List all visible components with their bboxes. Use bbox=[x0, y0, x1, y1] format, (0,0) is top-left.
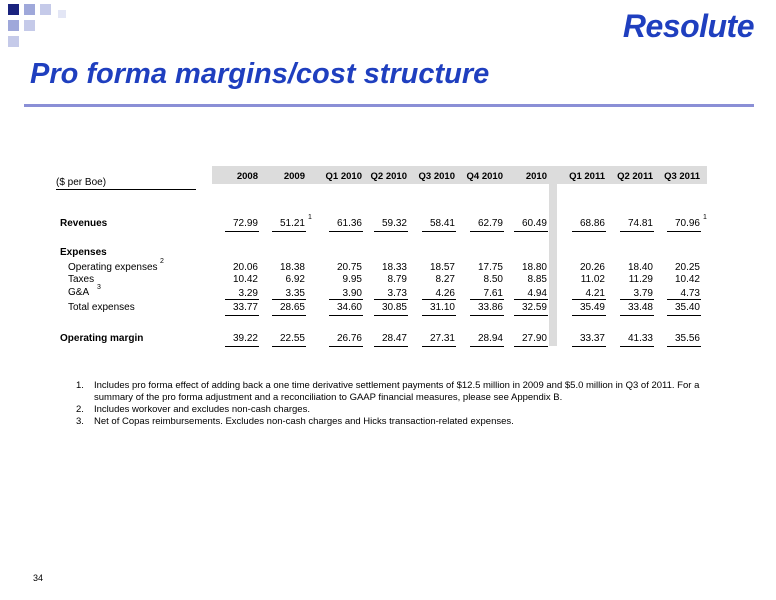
table-cell: 41.33 bbox=[627, 333, 653, 344]
revenues-underline bbox=[225, 231, 259, 232]
total-underline bbox=[572, 315, 606, 316]
table-cell: 4.26 bbox=[435, 288, 455, 299]
table-cell: 35.56 bbox=[674, 333, 700, 344]
table-cell: 4.73 bbox=[680, 288, 700, 299]
table-cell: 8.50 bbox=[483, 274, 503, 285]
ga-underline bbox=[620, 299, 654, 300]
footnote-marker: 1 bbox=[703, 214, 707, 221]
table-cell: 3.29 bbox=[238, 288, 258, 299]
table-cell: 72.99 bbox=[232, 218, 258, 229]
table-cell: 33.48 bbox=[627, 302, 653, 313]
margin-underline bbox=[374, 346, 408, 347]
table-cell: 18.57 bbox=[429, 262, 455, 273]
footnote-marker: 3 bbox=[97, 284, 101, 291]
column-header: Q3 2011 bbox=[664, 171, 700, 182]
footnote-marker: 1 bbox=[308, 214, 312, 221]
section-header: Expenses bbox=[60, 247, 107, 258]
footnote-3: 3. Net of Copas reimbursements. Excludes non-cash charges and Hicks transaction-related expenses. bbox=[76, 416, 514, 427]
revenues-underline bbox=[514, 231, 548, 232]
total-underline bbox=[422, 315, 456, 316]
table-cell: 9.95 bbox=[342, 274, 362, 285]
table-cell: 33.37 bbox=[579, 333, 605, 344]
table-cell: 10.42 bbox=[232, 274, 258, 285]
ga-underline bbox=[572, 299, 606, 300]
margin-underline bbox=[272, 346, 306, 347]
unit-label: ($ per Boe) bbox=[56, 177, 107, 188]
table-cell: 3.79 bbox=[633, 288, 653, 299]
column-header: Q1 2010 bbox=[325, 171, 362, 182]
footnote-2: 2. Includes workover and excludes non-cash charges. bbox=[76, 404, 310, 415]
column-header: 2008 bbox=[236, 171, 258, 182]
table-cell: 8.85 bbox=[527, 274, 547, 285]
table-cell: 70.96 bbox=[674, 218, 700, 229]
column-header: 2010 bbox=[525, 171, 547, 182]
footnote-marker: 2 bbox=[160, 258, 164, 265]
table-cell: 3.90 bbox=[342, 288, 362, 299]
margin-underline bbox=[225, 346, 259, 347]
table-cell: 20.25 bbox=[674, 262, 700, 273]
margin-underline bbox=[329, 346, 363, 347]
column-header: Q2 2011 bbox=[617, 171, 653, 182]
company-logo: Resolute bbox=[622, 8, 754, 44]
margin-underline bbox=[667, 346, 701, 347]
total-underline bbox=[374, 315, 408, 316]
row-label: Operating expenses bbox=[68, 262, 158, 273]
row-label: Revenues bbox=[60, 218, 108, 229]
table-cell: 35.49 bbox=[579, 302, 605, 313]
row-label: Total expenses bbox=[68, 302, 135, 313]
column-header: Q4 2010 bbox=[466, 171, 503, 182]
ga-underline bbox=[422, 299, 456, 300]
ga-underline bbox=[272, 299, 306, 300]
table-cell: 18.40 bbox=[627, 262, 653, 273]
table-cell: 74.81 bbox=[627, 218, 653, 229]
margin-underline bbox=[514, 346, 548, 347]
table-cell: 61.36 bbox=[336, 218, 362, 229]
total-underline bbox=[514, 315, 548, 316]
margin-underline bbox=[572, 346, 606, 347]
table-cell: 58.41 bbox=[429, 218, 455, 229]
total-underline bbox=[667, 315, 701, 316]
table-cell: 18.80 bbox=[521, 262, 547, 273]
table-cell: 20.75 bbox=[336, 262, 362, 273]
table-cell: 68.86 bbox=[579, 218, 605, 229]
revenues-underline bbox=[470, 231, 504, 232]
page-number: 34 bbox=[33, 573, 44, 583]
row-label: Taxes bbox=[68, 274, 95, 285]
table-cell: 8.27 bbox=[435, 274, 455, 285]
table-cell: 7.61 bbox=[483, 288, 503, 299]
table-cell: 26.76 bbox=[336, 333, 362, 344]
table-cell: 20.26 bbox=[579, 262, 605, 273]
table-cell: 20.06 bbox=[232, 262, 258, 273]
ga-underline bbox=[470, 299, 504, 300]
ga-underline bbox=[225, 299, 259, 300]
table-cell: 28.94 bbox=[477, 333, 503, 344]
page-title: Pro forma margins/cost structure bbox=[30, 58, 490, 90]
margin-underline bbox=[470, 346, 504, 347]
ga-underline bbox=[329, 299, 363, 300]
total-underline bbox=[470, 315, 504, 316]
table-cell: 62.79 bbox=[477, 218, 503, 229]
table-cell: 6.92 bbox=[285, 274, 305, 285]
table-cell: 30.85 bbox=[381, 302, 407, 313]
table-cell: 17.75 bbox=[477, 262, 503, 273]
table-cell: 18.33 bbox=[381, 262, 407, 273]
table-cell: 33.86 bbox=[477, 302, 503, 313]
table-cell: 60.49 bbox=[521, 218, 547, 229]
column-separator bbox=[549, 166, 557, 346]
total-underline bbox=[225, 315, 259, 316]
ga-underline bbox=[667, 299, 701, 300]
table-cell: 28.65 bbox=[279, 302, 305, 313]
table-cell: 10.42 bbox=[674, 274, 700, 285]
column-header: Q1 2011 bbox=[569, 171, 605, 182]
column-header: 2009 bbox=[283, 171, 305, 182]
table-cell: 31.10 bbox=[429, 302, 455, 313]
table-cell: 11.02 bbox=[580, 274, 605, 285]
revenues-underline bbox=[272, 231, 306, 232]
table-cell: 4.21 bbox=[585, 288, 605, 299]
unit-label-underline bbox=[56, 189, 196, 190]
revenues-underline bbox=[329, 231, 363, 232]
table-cell: 4.94 bbox=[527, 288, 547, 299]
table-cell: 35.40 bbox=[674, 302, 700, 313]
total-underline bbox=[620, 315, 654, 316]
revenues-underline bbox=[422, 231, 456, 232]
table-cell: 33.77 bbox=[232, 302, 258, 313]
column-header: Q3 2010 bbox=[418, 171, 455, 182]
table-cell: 11.29 bbox=[628, 274, 653, 285]
table-cell: 22.55 bbox=[279, 333, 305, 344]
row-label: G&A bbox=[68, 287, 90, 298]
total-underline bbox=[272, 315, 306, 316]
table-cell: 18.38 bbox=[279, 262, 305, 273]
table-cell: 27.90 bbox=[521, 333, 547, 344]
table-cell: 32.59 bbox=[521, 302, 547, 313]
column-header: Q2 2010 bbox=[370, 171, 407, 182]
margin-underline bbox=[422, 346, 456, 347]
table-cell: 51.21 bbox=[279, 218, 305, 229]
table-cell: 59.32 bbox=[381, 218, 407, 229]
revenues-underline bbox=[374, 231, 408, 232]
title-rule bbox=[24, 104, 754, 107]
table-cell: 34.60 bbox=[336, 302, 362, 313]
revenues-underline bbox=[667, 231, 701, 232]
table-cell: 3.73 bbox=[387, 288, 407, 299]
ga-underline bbox=[514, 299, 548, 300]
footnote-1: 1. Includes pro forma effect of adding back a one time derivative settlement payments of $12.5 million in 2009 and $5.0 million in Q3 of 2011. For a summary of the pro forma adjustment and a reconciliation to GAAP financial measures, please see Appendix B. bbox=[76, 380, 700, 403]
total-underline bbox=[329, 315, 363, 316]
revenues-underline bbox=[620, 231, 654, 232]
table-cell: 27.31 bbox=[429, 333, 455, 344]
ga-underline bbox=[374, 299, 408, 300]
margin-underline bbox=[620, 346, 654, 347]
table-cell: 39.22 bbox=[232, 333, 258, 344]
table-cell: 8.79 bbox=[387, 274, 407, 285]
table-cell: 28.47 bbox=[381, 333, 407, 344]
footnotes bbox=[76, 380, 736, 428]
revenues-underline bbox=[572, 231, 606, 232]
row-label: Operating margin bbox=[60, 333, 144, 344]
table-cell: 3.35 bbox=[285, 288, 305, 299]
